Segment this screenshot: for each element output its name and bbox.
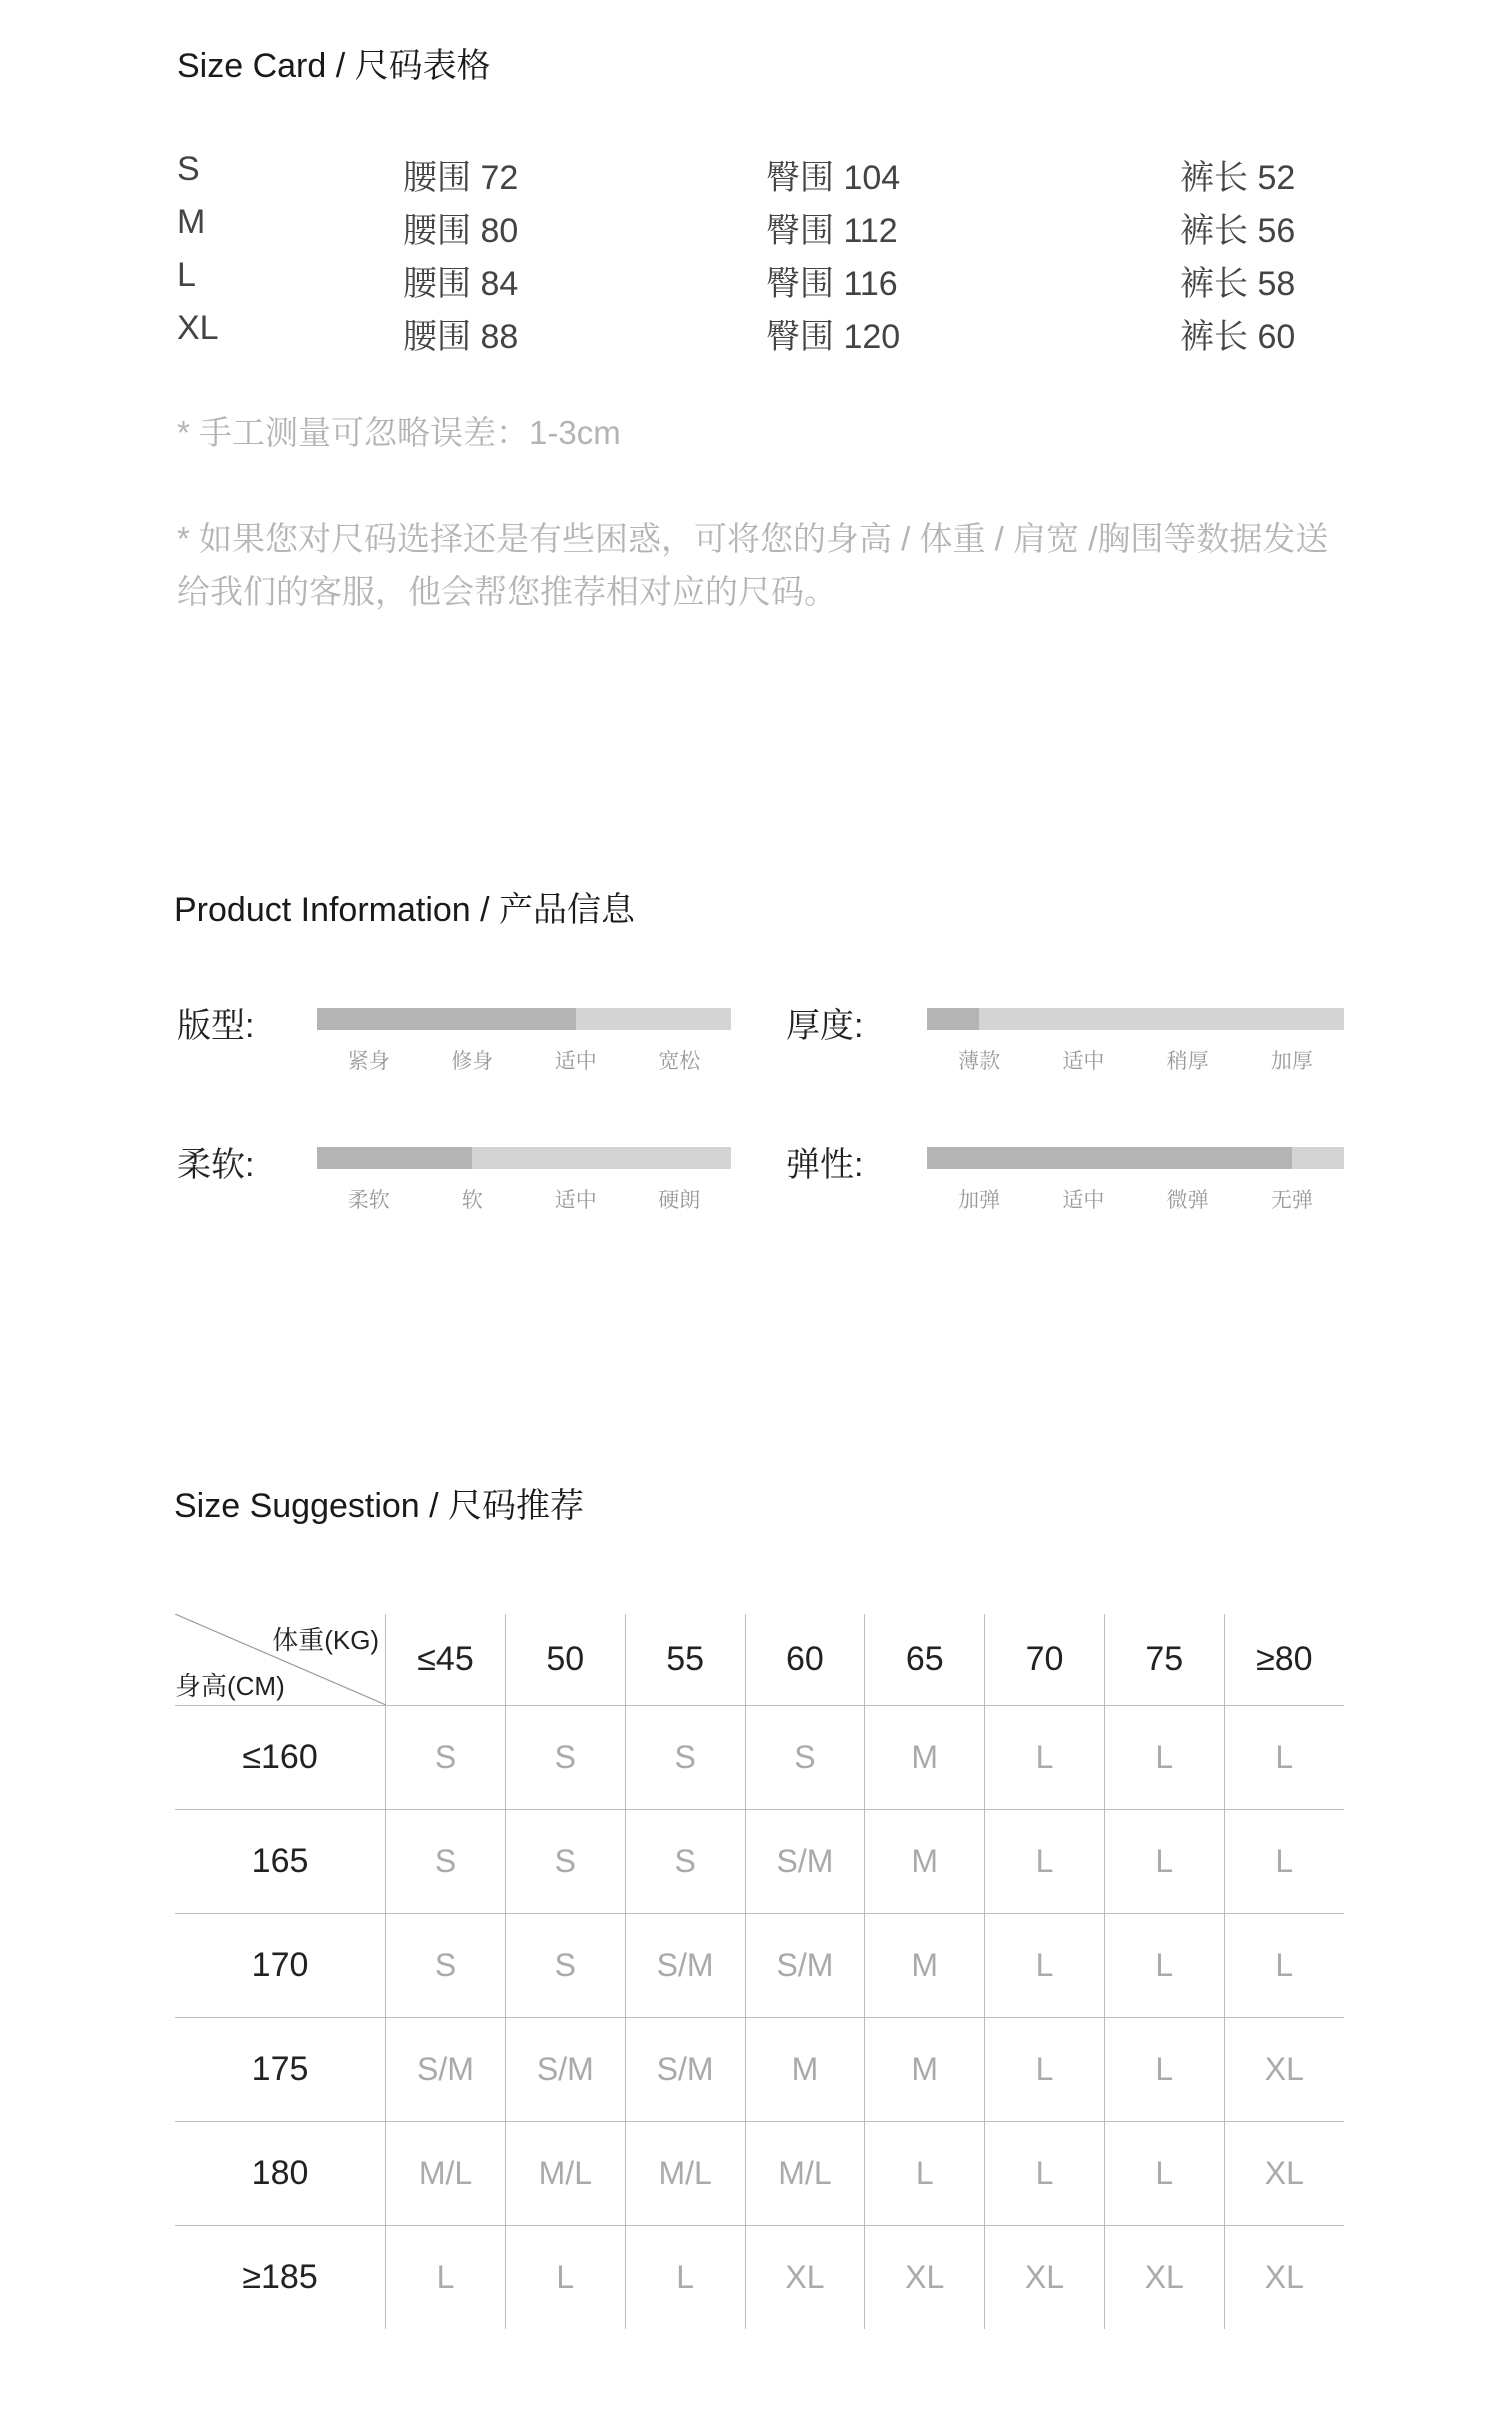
scale-label: 加厚 (1270, 1050, 1313, 1073)
size-cell: L (1224, 1913, 1344, 2017)
size-cell: S (505, 1705, 625, 1809)
size-cell: S/M (625, 2017, 745, 2121)
attribute-bar (927, 1008, 1344, 1030)
attribute-bar-fill (317, 1008, 576, 1030)
scale-label: 加弹 (958, 1189, 1001, 1212)
size-cell: XL (985, 2225, 1105, 2329)
size-cell: XL (1224, 2121, 1344, 2225)
height-header: ≤160 (175, 1705, 386, 1809)
attribute-bar-fill (927, 1147, 1292, 1169)
height-label: 身高(CM) (175, 1670, 285, 1701)
table-row (175, 1809, 1344, 1913)
weight-header: ≤45 (386, 1614, 506, 1705)
table-row (175, 1705, 1344, 1809)
size-length: 裤长 56 (1180, 212, 1296, 250)
scale-label: 适中 (1062, 1050, 1105, 1073)
weight-header: 65 (865, 1614, 985, 1705)
size-cell: S/M (505, 2017, 625, 2121)
size-cell: M/L (505, 2121, 625, 2225)
attribute-label: 厚度: (786, 1007, 864, 1045)
size-cell: L (985, 1809, 1105, 1913)
size-cell: L (386, 2225, 506, 2329)
size-card-title: Size Card / 尺码表格 (177, 47, 491, 85)
scale-label: 稍厚 (1166, 1050, 1209, 1073)
weight-header: 50 (505, 1614, 625, 1705)
height-header: 165 (175, 1809, 386, 1913)
scale-label: 宽松 (658, 1050, 701, 1073)
size-length: 裤长 60 (1180, 318, 1296, 356)
size-cell: M/L (745, 2121, 865, 2225)
scale-label: 柔软 (347, 1189, 390, 1212)
size-cell: M (865, 1913, 985, 2017)
size-size: M (177, 203, 206, 241)
scale-label: 硬朗 (658, 1189, 701, 1212)
size-length: 裤长 58 (1180, 265, 1296, 303)
size-cell: XL (1104, 2225, 1224, 2329)
size-waist: 腰围 84 (403, 265, 519, 303)
table-row (175, 2121, 1344, 2225)
weight-header: 55 (625, 1614, 745, 1705)
attribute-scale (927, 1045, 1344, 1075)
scale-label: 紧身 (347, 1050, 390, 1073)
measure-note: * 手工测量可忽略误差：1-3cm (177, 414, 621, 451)
size-cell: L (1104, 1705, 1224, 1809)
size-cell: M (865, 1809, 985, 1913)
size-waist: 腰围 72 (403, 159, 519, 197)
weight-header: 60 (745, 1614, 865, 1705)
size-cell: L (985, 2121, 1105, 2225)
size-cell: M (865, 2017, 985, 2121)
size-cell: L (505, 2225, 625, 2329)
size-cell: L (1104, 2121, 1224, 2225)
size-cell: S/M (625, 1913, 745, 2017)
corner-cell (175, 1614, 386, 1705)
size-cell: S (386, 1705, 506, 1809)
size-cell: XL (865, 2225, 985, 2329)
attribute-bar (317, 1008, 731, 1030)
table-row (175, 2225, 1344, 2329)
table-row (175, 2017, 1344, 2121)
size-cell: L (985, 1705, 1105, 1809)
size-cell: M (865, 1705, 985, 1809)
weight-header: ≥80 (1224, 1614, 1344, 1705)
size-size: S (177, 150, 200, 188)
attribute-bar-fill (927, 1008, 979, 1030)
size-hip: 臀围 116 (766, 265, 898, 303)
size-hip: 臀围 120 (766, 318, 901, 356)
size-hip: 臀围 104 (766, 159, 901, 197)
size-cell: XL (745, 2225, 865, 2329)
scale-label: 薄款 (958, 1050, 1001, 1073)
attribute-label: 弹性: (786, 1146, 864, 1184)
weight-header: 75 (1104, 1614, 1224, 1705)
size-cell: S (505, 1913, 625, 2017)
weight-header: 70 (985, 1614, 1105, 1705)
size-length: 裤长 52 (1180, 159, 1296, 197)
size-cell: L (1224, 1705, 1344, 1809)
attribute-scale (317, 1045, 731, 1075)
attribute-bar (317, 1147, 731, 1169)
scale-label: 软 (461, 1189, 483, 1212)
size-suggestion-title: Size Suggestion / 尺码推荐 (174, 1487, 585, 1525)
size-hip: 臀围 112 (766, 212, 898, 250)
product-info-title: Product Information / 产品信息 (174, 891, 636, 929)
scale-label: 适中 (554, 1050, 597, 1073)
header-row (175, 1614, 1344, 1705)
height-header: 170 (175, 1913, 386, 2017)
scale-label: 无弹 (1270, 1189, 1313, 1212)
scale-label: 适中 (1062, 1189, 1105, 1212)
size-cell: M (745, 2017, 865, 2121)
size-cell: L (1104, 1809, 1224, 1913)
size-cell: L (1104, 2017, 1224, 2121)
size-waist: 腰围 88 (403, 318, 519, 356)
table-row (175, 1913, 1344, 2017)
attribute-label: 版型: (177, 1007, 255, 1045)
weight-label: 体重(KG) (272, 1625, 380, 1655)
size-cell: S/M (745, 1913, 865, 2017)
attribute-label: 柔软: (177, 1146, 255, 1184)
size-size: XL (177, 309, 219, 347)
attribute-scale (927, 1184, 1344, 1214)
size-cell: L (985, 2017, 1105, 2121)
size-cell: S/M (386, 2017, 506, 2121)
scale-label: 修身 (451, 1050, 494, 1073)
size-waist: 腰围 80 (403, 212, 519, 250)
attribute-scale (317, 1184, 731, 1214)
size-cell: XL (1224, 2017, 1344, 2121)
size-cell: L (625, 2225, 745, 2329)
size-suggestion-table (175, 1614, 1344, 2329)
size-cell: XL (1224, 2225, 1344, 2329)
scale-label: 微弹 (1166, 1189, 1209, 1212)
size-cell: S (745, 1705, 865, 1809)
size-cell: L (985, 1913, 1105, 2017)
scale-label: 适中 (554, 1189, 597, 1212)
attribute-bar-fill (317, 1147, 472, 1169)
size-cell: M/L (386, 2121, 506, 2225)
size-cell: S (625, 1809, 745, 1913)
size-cell: S (386, 1913, 506, 2017)
size-cell: S (505, 1809, 625, 1913)
size-cell: M/L (625, 2121, 745, 2225)
height-header: ≥185 (175, 2225, 386, 2329)
size-cell: L (865, 2121, 985, 2225)
size-cell: L (1224, 1809, 1344, 1913)
size-cell: S (386, 1809, 506, 1913)
attribute-bar (927, 1147, 1344, 1169)
size-cell: L (1104, 1913, 1224, 2017)
height-header: 175 (175, 2017, 386, 2121)
height-header: 180 (175, 2121, 386, 2225)
advice-note: * 如果您对尺码选择还是有些困惑，可将您的身高 / 体重 / 肩宽 /胸围等数据发送给我们的客服，他会帮您推荐相对应的尺码。 (177, 520, 1329, 610)
size-cell: S (625, 1705, 745, 1809)
size-cell: S/M (745, 1809, 865, 1913)
size-size: L (177, 256, 196, 294)
